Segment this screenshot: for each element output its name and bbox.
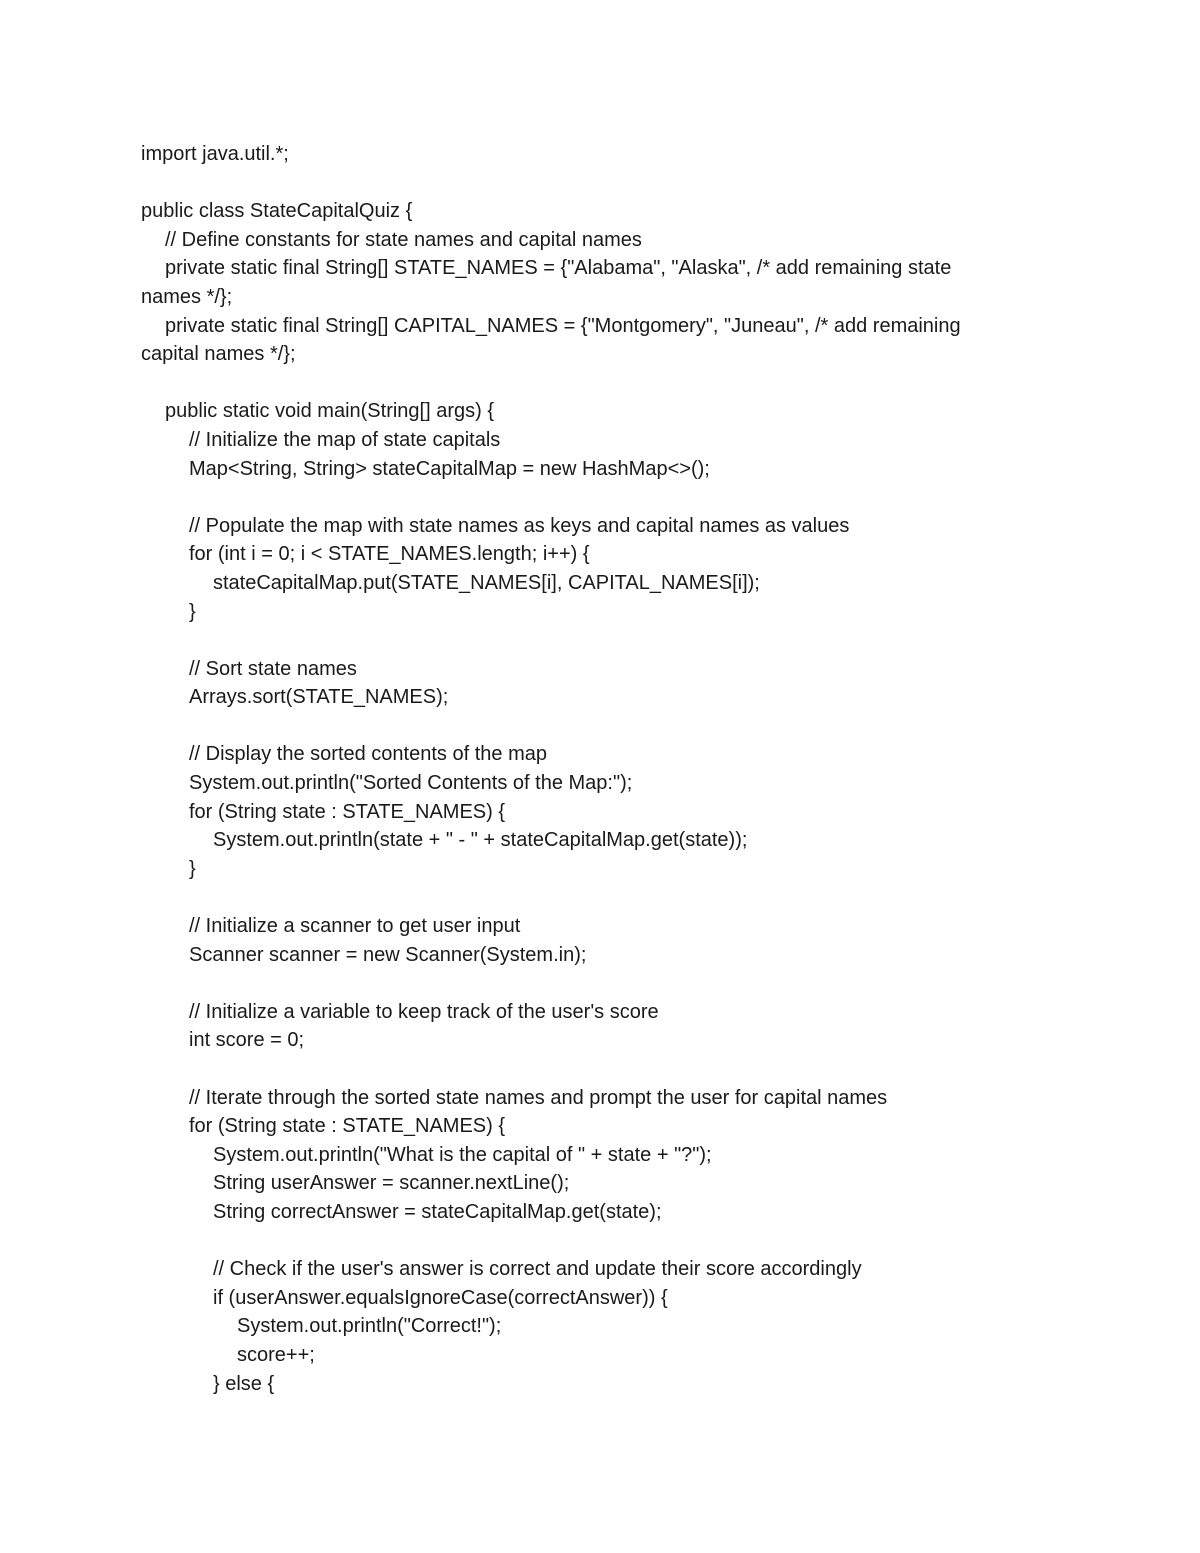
code-line: private static final String[] CAPITAL_NAMES = {"Montgomery", "Juneau", /* add remaining bbox=[165, 314, 961, 337]
code-line: // Display the sorted contents of the map bbox=[189, 743, 547, 766]
blank-line bbox=[141, 626, 1041, 655]
code-line: } bbox=[189, 600, 196, 623]
code-line: String userAnswer = scanner.nextLine(); bbox=[213, 1172, 570, 1195]
code-line: public class StateCapitalQuiz { bbox=[141, 200, 413, 223]
blank-line bbox=[141, 483, 1041, 512]
code-line: stateCapitalMap.put(STATE_NAMES[i], CAPITAL_NAMES[i]); bbox=[213, 571, 760, 594]
code-line: for (int i = 0; i < STATE_NAMES.length; i++) { bbox=[189, 543, 590, 566]
code-line: System.out.println("Sorted Contents of the Map:"); bbox=[189, 772, 633, 795]
code-line: System.out.println("What is the capital of " + state + "?"); bbox=[213, 1143, 712, 1166]
code-line: String correctAnswer = stateCapitalMap.get(state); bbox=[213, 1200, 662, 1223]
blank-line bbox=[141, 712, 1041, 741]
code-line: capital names */}; bbox=[141, 343, 296, 366]
code-line: } bbox=[189, 857, 196, 880]
code-line: Scanner scanner = new Scanner(System.in); bbox=[189, 943, 587, 966]
blank-line bbox=[141, 883, 1041, 912]
code-line: // Check if the user's answer is correct and update their score accordingly bbox=[213, 1258, 862, 1281]
code-line: // Initialize a variable to keep track of the user's score bbox=[189, 1000, 659, 1023]
code-line: public static void main(String[] args) { bbox=[165, 400, 495, 423]
code-line: names */}; bbox=[141, 285, 233, 308]
code-line: import java.util.*; bbox=[141, 143, 289, 165]
code-line: Arrays.sort(STATE_NAMES); bbox=[189, 686, 449, 709]
code-line: // Populate the map with state names as keys and capital names as values bbox=[189, 514, 850, 537]
blank-line bbox=[141, 1055, 1041, 1084]
code-line: // Define constants for state names and capital names bbox=[165, 228, 642, 251]
code-line: score++; bbox=[237, 1343, 315, 1366]
blank-line bbox=[141, 1227, 1041, 1256]
code-listing bbox=[141, 140, 1041, 1398]
code-line: // Iterate through the sorted state names and prompt the user for capital names bbox=[189, 1086, 888, 1109]
code-line: // Initialize a scanner to get user input bbox=[189, 915, 521, 938]
code-line: if (userAnswer.equalsIgnoreCase(correctAnswer)) { bbox=[213, 1286, 668, 1309]
code-line: for (String state : STATE_NAMES) { bbox=[189, 1115, 506, 1138]
code-line: System.out.println("Correct!"); bbox=[237, 1315, 502, 1338]
code-line: Map<String, String> stateCapitalMap = new HashMap<>(); bbox=[189, 457, 710, 480]
code-line: System.out.println(state + " - " + stateCapitalMap.get(state)); bbox=[213, 829, 748, 852]
code-line: for (String state : STATE_NAMES) { bbox=[189, 800, 506, 823]
code-line: // Sort state names bbox=[189, 657, 357, 680]
code-line: private static final String[] STATE_NAMES = {"Alabama", "Alaska", /* add remaining state bbox=[165, 257, 952, 280]
blank-line bbox=[141, 369, 1041, 398]
code-line: } else { bbox=[213, 1372, 275, 1395]
blank-line bbox=[141, 969, 1041, 998]
code-line: // Initialize the map of state capitals bbox=[189, 428, 501, 451]
blank-line bbox=[141, 169, 1041, 198]
code-line: int score = 0; bbox=[189, 1029, 305, 1052]
